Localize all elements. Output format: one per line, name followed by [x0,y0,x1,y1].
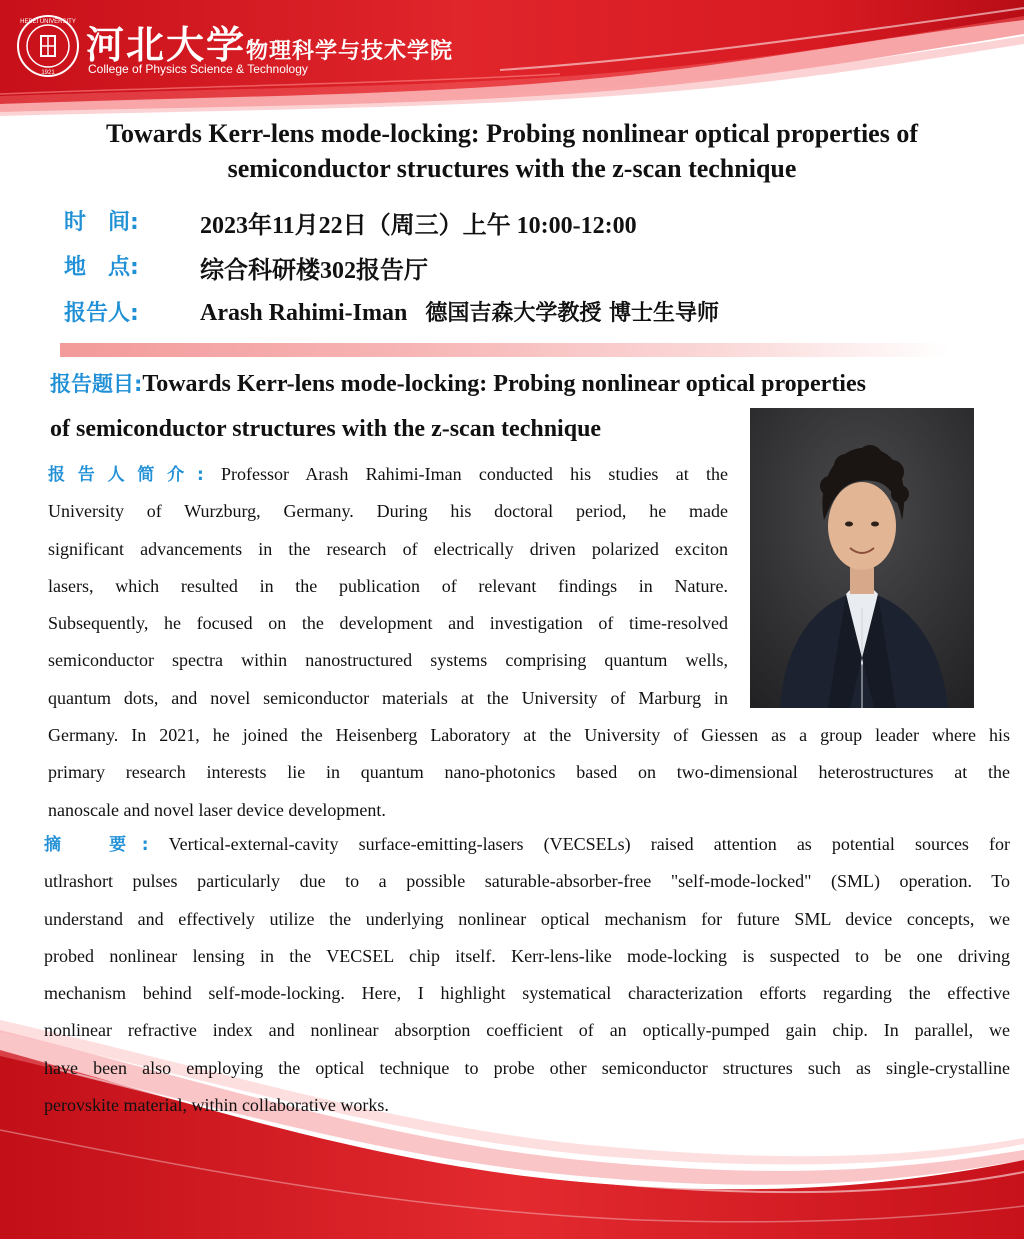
bio-paragraph-continued [48,717,1010,829]
bio-line: primary research interests lie in quantum nano-photonics based on two-dimensional heterostructures at the [48,762,1010,783]
speaker-title: 德国吉森大学教授 博士生导师 [425,300,720,326]
abstract-label: 摘 要: [44,835,149,855]
page-title [20,116,1004,186]
abstract-line: utlrashort pulses particularly due to a possible saturable-absorber-free "self-mode-locked" (SML) operation. To [44,871,1010,892]
topic-line-2: of semiconductor structures with the z-scan technique [50,416,602,442]
university-seal-logo [16,14,80,78]
speaker-photo [750,408,974,708]
svg-text:1921: 1921 [41,70,55,76]
bio-line: 报告人简介: Professor Arash Rahimi-Iman conducted his studies at the [48,464,728,485]
speaker-label: 报告人: [64,301,139,326]
abstract-paragraph [44,826,1010,1124]
svg-text:HEBEI UNIVERSITY: HEBEI UNIVERSITY [20,19,76,25]
title-line-2: semiconductor structures with the z-scan technique [227,154,797,183]
abstract-line: 摘 要: Vertical-external-cavity surface-emitting-lasers (VECSELs) raised attention as potential sources for [44,834,1011,855]
bio-line: quantum dots, and novel semiconductor materials at the University of Marburg in [48,687,728,708]
college-name-cn: 物理科学与技术学院 [246,38,454,64]
bio-line: lasers, which resulted in the publication of relevant findings in Nature. [48,575,728,596]
place-value: 综合科研楼302报告厅 [200,258,428,284]
section-divider [60,343,950,357]
bio-line: Germany. In 2021, he joined the Heisenberg Laboratory at the University of Giessen as a group leader where his [48,725,1010,745]
university-name-cn: 河北大学 [86,22,247,67]
university-name [86,14,454,67]
time-value: 2023年11月22日（周三）上午 10:00-12:00 [200,213,637,239]
abstract-line: mechanism behind self-mode-locking. Here, I highlight systematical characterization efforts regarding the effective [44,983,1010,1004]
college-name-en: College of Physics Science & Technology [88,62,308,76]
bio-line: semiconductor spectra within nanostructured systems comprising quantum wells, [48,650,728,671]
bio-line: Subsequently, he focused on the development and investigation of time-resolved [48,613,728,634]
abstract-line: have been also employing the optical technique to probe other semiconductor structures such as single-crystalline [44,1057,1010,1078]
abstract-line: understand and effectively utilize the underlying nonlinear optical mechanism for future SML device concepts, we [44,908,1010,929]
bio-line: nanoscale and novel laser device development. [48,799,386,820]
bio-paragraph [48,456,728,717]
time-label: 时 间: [64,210,139,235]
bio-label: 报告人简介: [48,465,204,485]
speaker-value [200,296,719,327]
topic-line-1: Towards Kerr-lens mode-locking: Probing nonlinear optical properties [142,371,866,397]
abstract-line: nonlinear refractive index and nonlinear absorption coefficient of an optically-pumped gain chip. In parallel, we [44,1020,1010,1041]
speaker-name: Arash Rahimi-Iman [200,300,408,326]
topic-label: 报告题目: [50,372,143,396]
place-label: 地 点: [64,255,139,280]
bio-line: significant advancements in the research of electrically driven polarized exciton [48,538,728,559]
title-line-1: Towards Kerr-lens mode-locking: Probing nonlinear optical properties of [105,119,919,148]
abstract-line: perovskite material, within collaborative works. [44,1095,389,1116]
abstract-line: probed nonlinear lensing in the VECSEL chip itself. Kerr-lens-like mode-locking is suspected to be one driving [44,945,1010,966]
report-topic [50,368,990,442]
bio-line: University of Wurzburg, Germany. During his doctoral period, he made [48,501,728,522]
